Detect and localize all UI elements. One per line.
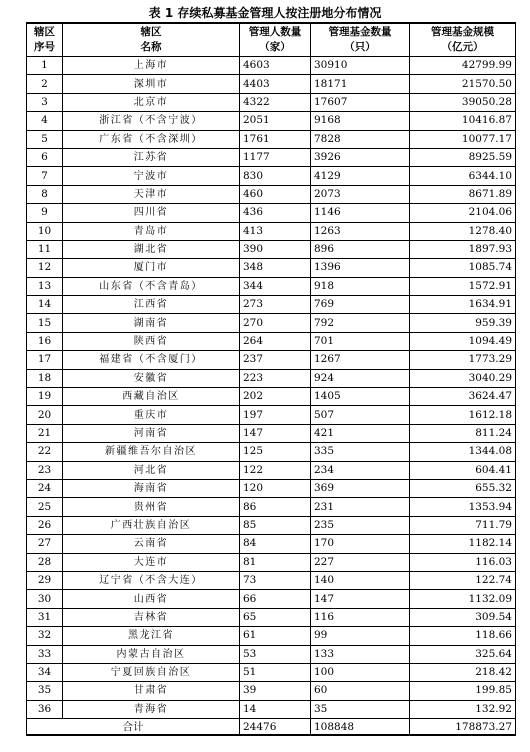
table-row <box>27 424 516 442</box>
row-funds: 30910 <box>311 57 410 75</box>
table-row <box>27 498 516 516</box>
row-funds: 4129 <box>311 167 410 185</box>
row-managers: 1761 <box>240 130 311 148</box>
row-managers: 413 <box>240 222 311 240</box>
row-region: 大连市 <box>63 553 240 571</box>
row-scale: 122.74 <box>410 571 516 589</box>
table-row <box>27 461 516 479</box>
row-managers: 73 <box>240 571 311 589</box>
row-region: 北京市 <box>63 93 240 111</box>
row-index: 16 <box>27 332 63 350</box>
row-region: 上海市 <box>63 57 240 75</box>
table-row <box>27 57 516 75</box>
row-scale: 959.39 <box>410 314 516 332</box>
row-index: 24 <box>27 479 63 497</box>
row-funds: 227 <box>311 553 410 571</box>
row-managers: 61 <box>240 627 311 645</box>
row-index: 11 <box>27 240 63 258</box>
header-managers: 管理人数量 （家） <box>240 23 311 57</box>
table-row <box>27 185 516 203</box>
table-row <box>27 700 516 718</box>
row-region: 福建省（不含厦门） <box>63 351 240 369</box>
row-funds: 896 <box>311 240 410 258</box>
row-funds: 701 <box>311 332 410 350</box>
row-region: 江西省 <box>63 296 240 314</box>
row-scale: 655.32 <box>410 479 516 497</box>
row-funds: 17607 <box>311 93 410 111</box>
table-row <box>27 535 516 553</box>
row-managers: 202 <box>240 388 311 406</box>
table-row <box>27 93 516 111</box>
row-managers: 344 <box>240 277 311 295</box>
registration-distribution-table <box>26 22 516 736</box>
row-index: 35 <box>27 682 63 700</box>
row-managers: 4322 <box>240 93 311 111</box>
row-funds: 7828 <box>311 130 410 148</box>
row-region: 山东省（不含青岛） <box>63 277 240 295</box>
row-managers: 39 <box>240 682 311 700</box>
row-funds: 235 <box>311 516 410 534</box>
table-row <box>27 259 516 277</box>
table-title: 表 1 存续私募基金管理人按注册地分布情况 <box>148 6 382 20</box>
row-managers: 147 <box>240 424 311 442</box>
row-index: 28 <box>27 553 63 571</box>
row-scale: 1094.49 <box>410 332 516 350</box>
row-index: 30 <box>27 590 63 608</box>
row-index: 4 <box>27 112 63 130</box>
row-index: 22 <box>27 443 63 461</box>
row-scale: 1612.18 <box>410 406 516 424</box>
header-region: 辖区 名称 <box>63 23 240 57</box>
header-idx: 辖区 序号 <box>27 23 63 57</box>
table-row <box>27 130 516 148</box>
table-row <box>27 75 516 93</box>
row-managers: 122 <box>240 461 311 479</box>
row-managers: 237 <box>240 351 311 369</box>
table-row <box>27 332 516 350</box>
row-scale: 604.41 <box>410 461 516 479</box>
table-row <box>27 571 516 589</box>
row-funds: 1396 <box>311 259 410 277</box>
row-scale: 199.85 <box>410 682 516 700</box>
table-body <box>27 57 516 719</box>
row-scale: 309.54 <box>410 608 516 626</box>
row-funds: 231 <box>311 498 410 516</box>
row-funds: 133 <box>311 645 410 663</box>
row-region: 天津市 <box>63 185 240 203</box>
row-managers: 1177 <box>240 148 311 166</box>
row-managers: 830 <box>240 167 311 185</box>
row-scale: 132.92 <box>410 700 516 718</box>
row-region: 云南省 <box>63 535 240 553</box>
row-managers: 460 <box>240 185 311 203</box>
row-managers: 273 <box>240 296 311 314</box>
row-funds: 9168 <box>311 112 410 130</box>
row-scale: 1897.93 <box>410 240 516 258</box>
row-funds: 116 <box>311 608 410 626</box>
row-index: 26 <box>27 516 63 534</box>
table-header <box>27 23 516 57</box>
row-funds: 507 <box>311 406 410 424</box>
row-index: 7 <box>27 167 63 185</box>
row-scale: 3624.47 <box>410 388 516 406</box>
row-index: 23 <box>27 461 63 479</box>
row-index: 34 <box>27 663 63 681</box>
row-scale: 1132.09 <box>410 590 516 608</box>
row-funds: 147 <box>311 590 410 608</box>
row-region: 宁波市 <box>63 167 240 185</box>
row-region: 贵州省 <box>63 498 240 516</box>
row-managers: 2051 <box>240 112 311 130</box>
row-scale: 2104.06 <box>410 204 516 222</box>
table-row <box>27 296 516 314</box>
row-region: 青海省 <box>63 700 240 718</box>
row-index: 29 <box>27 571 63 589</box>
row-index: 6 <box>27 148 63 166</box>
row-index: 31 <box>27 608 63 626</box>
row-managers: 120 <box>240 479 311 497</box>
row-funds: 100 <box>311 663 410 681</box>
row-region: 河南省 <box>63 424 240 442</box>
row-index: 17 <box>27 351 63 369</box>
table-row <box>27 590 516 608</box>
row-funds: 1267 <box>311 351 410 369</box>
row-funds: 335 <box>311 443 410 461</box>
table-row <box>27 479 516 497</box>
row-scale: 1182.14 <box>410 535 516 553</box>
row-index: 15 <box>27 314 63 332</box>
table-row <box>27 645 516 663</box>
row-index: 32 <box>27 627 63 645</box>
row-scale: 1634.91 <box>410 296 516 314</box>
row-region: 安徽省 <box>63 369 240 387</box>
row-funds: 1146 <box>311 204 410 222</box>
row-scale: 6344.10 <box>410 167 516 185</box>
row-region: 广东省（不含深圳） <box>63 130 240 148</box>
table-row <box>27 167 516 185</box>
row-managers: 264 <box>240 332 311 350</box>
row-scale: 21570.50 <box>410 75 516 93</box>
header-funds: 管理基金数量 （只） <box>311 23 410 57</box>
row-funds: 3926 <box>311 148 410 166</box>
row-scale: 116.03 <box>410 553 516 571</box>
table-row <box>27 663 516 681</box>
row-managers: 125 <box>240 443 311 461</box>
row-region: 甘肃省 <box>63 682 240 700</box>
row-scale: 1344.08 <box>410 443 516 461</box>
row-region: 厦门市 <box>63 259 240 277</box>
row-region: 四川省 <box>63 204 240 222</box>
row-index: 36 <box>27 700 63 718</box>
row-index: 9 <box>27 204 63 222</box>
row-index: 3 <box>27 93 63 111</box>
row-funds: 35 <box>311 700 410 718</box>
row-funds: 792 <box>311 314 410 332</box>
row-index: 14 <box>27 296 63 314</box>
row-index: 27 <box>27 535 63 553</box>
row-scale: 42799.99 <box>410 57 516 75</box>
row-region: 内蒙古自治区 <box>63 645 240 663</box>
table-row <box>27 608 516 626</box>
row-managers: 223 <box>240 369 311 387</box>
row-managers: 436 <box>240 204 311 222</box>
table-row <box>27 682 516 700</box>
row-managers: 86 <box>240 498 311 516</box>
row-funds: 924 <box>311 369 410 387</box>
total-scale: 178873.27 <box>410 719 516 736</box>
row-scale: 1278.40 <box>410 222 516 240</box>
row-index: 20 <box>27 406 63 424</box>
row-region: 重庆市 <box>63 406 240 424</box>
table-row <box>27 443 516 461</box>
header-scale: 管理基金规模 （亿元） <box>410 23 516 57</box>
table-row <box>27 351 516 369</box>
table-row <box>27 627 516 645</box>
row-managers: 84 <box>240 535 311 553</box>
row-region: 青岛市 <box>63 222 240 240</box>
row-funds: 170 <box>311 535 410 553</box>
row-index: 2 <box>27 75 63 93</box>
row-managers: 14 <box>240 700 311 718</box>
row-index: 12 <box>27 259 63 277</box>
row-index: 1 <box>27 57 63 75</box>
row-region: 辽宁省（不含大连） <box>63 571 240 589</box>
row-managers: 348 <box>240 259 311 277</box>
row-funds: 140 <box>311 571 410 589</box>
row-scale: 3040.29 <box>410 369 516 387</box>
row-region: 海南省 <box>63 479 240 497</box>
row-funds: 99 <box>311 627 410 645</box>
row-index: 8 <box>27 185 63 203</box>
row-scale: 1572.91 <box>410 277 516 295</box>
row-index: 10 <box>27 222 63 240</box>
table-row <box>27 314 516 332</box>
row-funds: 421 <box>311 424 410 442</box>
row-region: 湖南省 <box>63 314 240 332</box>
row-region: 广西壮族自治区 <box>63 516 240 534</box>
table-row <box>27 112 516 130</box>
row-funds: 369 <box>311 479 410 497</box>
row-managers: 85 <box>240 516 311 534</box>
row-region: 山西省 <box>63 590 240 608</box>
row-funds: 2073 <box>311 185 410 203</box>
row-scale: 711.79 <box>410 516 516 534</box>
row-managers: 270 <box>240 314 311 332</box>
row-scale: 10416.87 <box>410 112 516 130</box>
row-scale: 218.42 <box>410 663 516 681</box>
table-row <box>27 516 516 534</box>
row-managers: 197 <box>240 406 311 424</box>
row-index: 33 <box>27 645 63 663</box>
row-managers: 66 <box>240 590 311 608</box>
table-row <box>27 369 516 387</box>
row-scale: 1773.29 <box>410 351 516 369</box>
row-managers: 4603 <box>240 57 311 75</box>
row-scale: 8671.89 <box>410 185 516 203</box>
row-region: 陕西省 <box>63 332 240 350</box>
row-funds: 18171 <box>311 75 410 93</box>
table-row <box>27 204 516 222</box>
total-label: 合计 <box>27 719 240 736</box>
row-scale: 1353.94 <box>410 498 516 516</box>
row-region: 深圳市 <box>63 75 240 93</box>
row-index: 18 <box>27 369 63 387</box>
row-scale: 811.24 <box>410 424 516 442</box>
row-scale: 118.66 <box>410 627 516 645</box>
row-funds: 1405 <box>311 388 410 406</box>
row-managers: 65 <box>240 608 311 626</box>
row-scale: 10077.17 <box>410 130 516 148</box>
row-index: 19 <box>27 388 63 406</box>
row-managers: 53 <box>240 645 311 663</box>
row-managers: 4403 <box>240 75 311 93</box>
row-scale: 39050.28 <box>410 93 516 111</box>
row-region: 吉林省 <box>63 608 240 626</box>
row-funds: 234 <box>311 461 410 479</box>
row-region: 河北省 <box>63 461 240 479</box>
table-row <box>27 388 516 406</box>
row-funds: 918 <box>311 277 410 295</box>
row-scale: 1085.74 <box>410 259 516 277</box>
row-funds: 1263 <box>311 222 410 240</box>
row-managers: 390 <box>240 240 311 258</box>
table-row <box>27 148 516 166</box>
row-index: 21 <box>27 424 63 442</box>
total-funds: 108848 <box>311 719 410 736</box>
total-managers: 24476 <box>240 719 311 736</box>
row-funds: 769 <box>311 296 410 314</box>
row-region: 西藏自治区 <box>63 388 240 406</box>
row-region: 宁夏回族自治区 <box>63 663 240 681</box>
row-scale: 8925.59 <box>410 148 516 166</box>
row-region: 湖北省 <box>63 240 240 258</box>
row-scale: 325.64 <box>410 645 516 663</box>
row-region: 江苏省 <box>63 148 240 166</box>
table-row <box>27 222 516 240</box>
table-row <box>27 406 516 424</box>
row-region: 黑龙江省 <box>63 627 240 645</box>
total-row <box>27 719 516 736</box>
row-region: 新疆维吾尔自治区 <box>63 443 240 461</box>
row-index: 13 <box>27 277 63 295</box>
table-row <box>27 553 516 571</box>
table-row <box>27 240 516 258</box>
row-managers: 51 <box>240 663 311 681</box>
row-index: 5 <box>27 130 63 148</box>
row-region: 浙江省（不含宁波） <box>63 112 240 130</box>
row-index: 25 <box>27 498 63 516</box>
row-managers: 81 <box>240 553 311 571</box>
table-row <box>27 277 516 295</box>
row-funds: 60 <box>311 682 410 700</box>
